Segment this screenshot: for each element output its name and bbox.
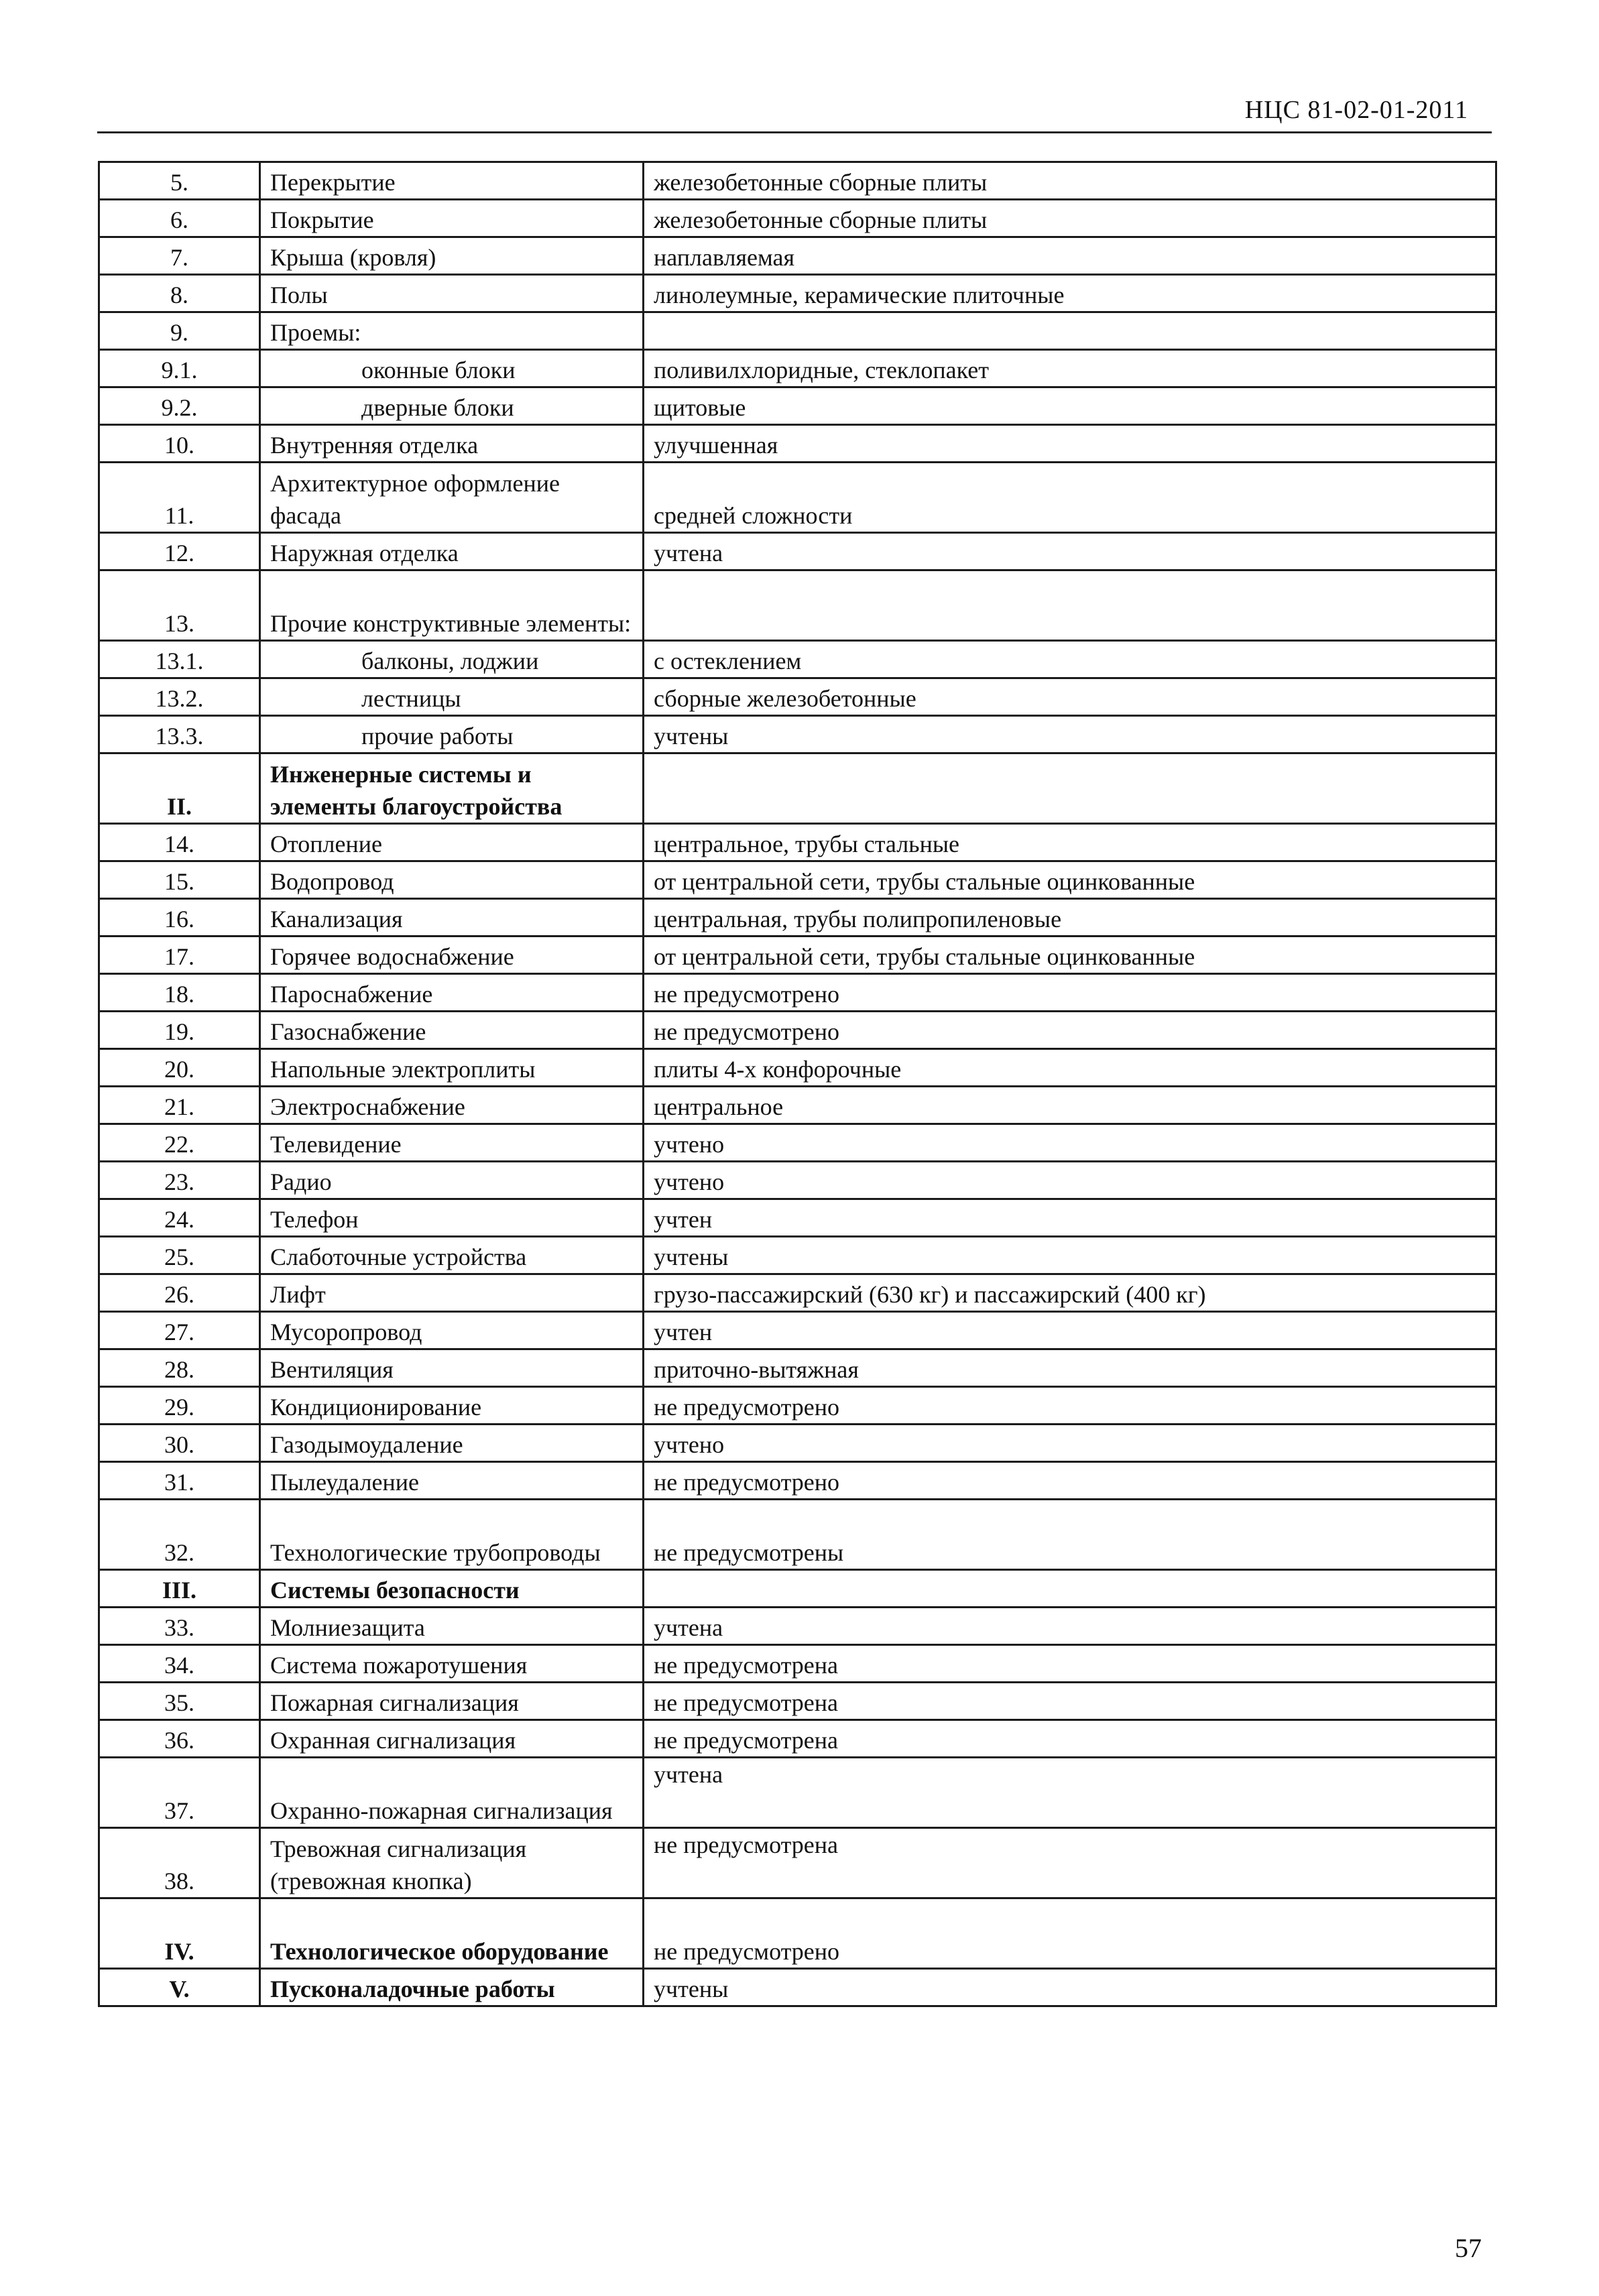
section-title: Технологическое оборудование — [260, 1898, 644, 1969]
table-row — [99, 275, 1496, 312]
section-row — [99, 1570, 1496, 1608]
row-number: 13.3. — [99, 716, 260, 753]
row-name: Внутренняя отделка — [260, 425, 644, 463]
row-value: не предусмотрена — [644, 1720, 1496, 1758]
row-number: 18. — [99, 974, 260, 1012]
section-number: V. — [99, 1969, 260, 2006]
table-row — [99, 899, 1496, 936]
row-value: улучшенная — [644, 425, 1496, 463]
row-number: 9. — [99, 312, 260, 350]
row-number: 22. — [99, 1124, 260, 1162]
row-name: Полы — [260, 275, 644, 312]
row-name: Молниезащита — [260, 1608, 644, 1645]
row-name: Пожарная сигнализация — [260, 1683, 644, 1720]
row-value — [644, 570, 1496, 641]
row-name: Радио — [260, 1162, 644, 1199]
table-row — [99, 1683, 1496, 1720]
section-title: Инженерные системы и элементы благоустройства — [260, 753, 644, 824]
row-name: Тревожная сигнализация (тревожная кнопка) — [260, 1828, 644, 1898]
row-name: Проемы: — [260, 312, 644, 350]
row-value: учтены — [644, 716, 1496, 753]
row-name: Перекрытие — [260, 162, 644, 200]
row-name: Напольные электроплиты — [260, 1049, 644, 1087]
row-name: Телевидение — [260, 1124, 644, 1162]
row-number: 31. — [99, 1462, 260, 1500]
row-value: центральная, трубы полипропиленовые — [644, 899, 1496, 936]
table-row — [99, 824, 1496, 861]
row-number: 27. — [99, 1312, 260, 1349]
table-row — [99, 570, 1496, 641]
table-row — [99, 1425, 1496, 1462]
table-row — [99, 200, 1496, 237]
row-value: грузо-пассажирский (630 кг) и пассажирский (400 кг) — [644, 1274, 1496, 1312]
row-value: железобетонные сборные плиты — [644, 200, 1496, 237]
row-number: 37. — [99, 1758, 260, 1828]
row-number: 6. — [99, 200, 260, 237]
row-name: Лифт — [260, 1274, 644, 1312]
table-row — [99, 387, 1496, 425]
row-name: Кондиционирование — [260, 1387, 644, 1425]
row-value: не предусмотрена — [644, 1645, 1496, 1683]
table-row — [99, 237, 1496, 275]
header-divider — [97, 131, 1492, 133]
row-value: не предусмотрено — [644, 1898, 1496, 1969]
table-row — [99, 1237, 1496, 1274]
row-number: 9.1. — [99, 350, 260, 387]
row-number: 7. — [99, 237, 260, 275]
row-value: средней сложности — [644, 463, 1496, 533]
row-name: Наружная отделка — [260, 533, 644, 570]
row-number: 23. — [99, 1162, 260, 1199]
table-row — [99, 1012, 1496, 1049]
row-name: Пылеудаление — [260, 1462, 644, 1500]
section-title: Системы безопасности — [260, 1570, 644, 1608]
row-value: не предусмотрено — [644, 1387, 1496, 1425]
row-number: 13.1. — [99, 641, 260, 678]
table-row — [99, 533, 1496, 570]
row-number: 10. — [99, 425, 260, 463]
row-name: Архитектурное оформление фасада — [260, 463, 644, 533]
table-row — [99, 1199, 1496, 1237]
row-value: учтено — [644, 1162, 1496, 1199]
row-number: 25. — [99, 1237, 260, 1274]
table-row — [99, 350, 1496, 387]
row-number: 21. — [99, 1087, 260, 1124]
specification-table — [98, 161, 1497, 2007]
row-value: от центральной сети, трубы стальные оцинкованные — [644, 861, 1496, 899]
row-number: 17. — [99, 936, 260, 974]
row-value: поливилхлоридные, стеклопакет — [644, 350, 1496, 387]
row-name: Вентиляция — [260, 1349, 644, 1387]
row-name: оконные блоки — [260, 350, 644, 387]
table-row — [99, 1162, 1496, 1199]
row-value: учтена — [644, 1608, 1496, 1645]
row-name: Газоснабжение — [260, 1012, 644, 1049]
section-row — [99, 1898, 1496, 1969]
row-name: Крыша (кровля) — [260, 237, 644, 275]
row-number: 36. — [99, 1720, 260, 1758]
table-row — [99, 1462, 1496, 1500]
row-name: Отопление — [260, 824, 644, 861]
row-name: лестницы — [260, 678, 644, 716]
row-number: 5. — [99, 162, 260, 200]
table-row — [99, 1124, 1496, 1162]
table-row — [99, 425, 1496, 463]
row-number: 19. — [99, 1012, 260, 1049]
table-row — [99, 162, 1496, 200]
row-number: 33. — [99, 1608, 260, 1645]
row-number: 12. — [99, 533, 260, 570]
table-row — [99, 1274, 1496, 1312]
row-name: Охранно-пожарная сигнализация — [260, 1758, 644, 1828]
row-number: 8. — [99, 275, 260, 312]
table-row — [99, 1312, 1496, 1349]
row-number: 38. — [99, 1828, 260, 1898]
row-number: 28. — [99, 1349, 260, 1387]
row-name: Охранная сигнализация — [260, 1720, 644, 1758]
row-value: учтено — [644, 1425, 1496, 1462]
row-number: 15. — [99, 861, 260, 899]
row-number: 29. — [99, 1387, 260, 1425]
row-value — [644, 312, 1496, 350]
row-value: линолеумные, керамические плиточные — [644, 275, 1496, 312]
row-number: 13. — [99, 570, 260, 641]
row-name: балконы, лоджии — [260, 641, 644, 678]
row-number: 24. — [99, 1199, 260, 1237]
table-row — [99, 641, 1496, 678]
row-name: Система пожаротушения — [260, 1645, 644, 1683]
row-value: плиты 4-х конфорочные — [644, 1049, 1496, 1087]
row-value: щитовые — [644, 387, 1496, 425]
row-value — [644, 1570, 1496, 1608]
table-row — [99, 1087, 1496, 1124]
row-name: Мусоропровод — [260, 1312, 644, 1349]
document-code: НЦС 81-02-01-2011 — [1244, 96, 1468, 124]
row-name: Электроснабжение — [260, 1087, 644, 1124]
section-row — [99, 753, 1496, 824]
row-number: 20. — [99, 1049, 260, 1087]
table-row — [99, 936, 1496, 974]
row-name: Пароснабжение — [260, 974, 644, 1012]
table-row — [99, 861, 1496, 899]
table-row — [99, 1720, 1496, 1758]
section-title: Пусконаладочные работы — [260, 1969, 644, 2006]
row-value: не предусмотрены — [644, 1500, 1496, 1570]
section-number: II. — [99, 753, 260, 824]
row-value: не предусмотрено — [644, 1462, 1496, 1500]
row-value: не предусмотрено — [644, 1012, 1496, 1049]
row-number: 30. — [99, 1425, 260, 1462]
row-number: 16. — [99, 899, 260, 936]
row-name: Прочие конструктивные элементы: — [260, 570, 644, 641]
table-row — [99, 1758, 1496, 1828]
table-row — [99, 1645, 1496, 1683]
row-name: Покрытие — [260, 200, 644, 237]
row-name: прочие работы — [260, 716, 644, 753]
row-number: 14. — [99, 824, 260, 861]
row-value: от центральной сети, трубы стальные оцинкованные — [644, 936, 1496, 974]
row-name: Канализация — [260, 899, 644, 936]
row-number: 35. — [99, 1683, 260, 1720]
page-number: 57 — [1455, 2233, 1482, 2263]
row-number: 11. — [99, 463, 260, 533]
row-value: железобетонные сборные плиты — [644, 162, 1496, 200]
row-value: учтена — [644, 1758, 1496, 1828]
row-value: наплавляемая — [644, 237, 1496, 275]
table-row — [99, 716, 1496, 753]
row-value: учтена — [644, 533, 1496, 570]
row-number: 13.2. — [99, 678, 260, 716]
row-number: 26. — [99, 1274, 260, 1312]
table-row — [99, 1500, 1496, 1570]
section-number: IV. — [99, 1898, 260, 1969]
row-value: учтены — [644, 1969, 1496, 2006]
row-name: Горячее водоснабжение — [260, 936, 644, 974]
section-row — [99, 1969, 1496, 2006]
row-name: дверные блоки — [260, 387, 644, 425]
table-row — [99, 1349, 1496, 1387]
table-row — [99, 974, 1496, 1012]
row-value: не предусмотрена — [644, 1828, 1496, 1898]
row-value: учтен — [644, 1199, 1496, 1237]
row-number: 34. — [99, 1645, 260, 1683]
row-value: учтено — [644, 1124, 1496, 1162]
row-name: Слаботочные устройства — [260, 1237, 644, 1274]
table-row — [99, 1387, 1496, 1425]
row-value — [644, 753, 1496, 824]
row-value: учтены — [644, 1237, 1496, 1274]
table-row — [99, 1828, 1496, 1898]
table-row — [99, 1049, 1496, 1087]
row-value: с остеклением — [644, 641, 1496, 678]
row-value: сборные железобетонные — [644, 678, 1496, 716]
row-number: 9.2. — [99, 387, 260, 425]
table-row — [99, 463, 1496, 533]
row-value: центральное, трубы стальные — [644, 824, 1496, 861]
section-number: III. — [99, 1570, 260, 1608]
row-name: Технологические трубопроводы — [260, 1500, 644, 1570]
table-row — [99, 678, 1496, 716]
row-name: Газодымоудаление — [260, 1425, 644, 1462]
row-value: центральное — [644, 1087, 1496, 1124]
row-value: приточно-вытяжная — [644, 1349, 1496, 1387]
row-name: Водопровод — [260, 861, 644, 899]
row-value: не предусмотрена — [644, 1683, 1496, 1720]
row-value: учтен — [644, 1312, 1496, 1349]
row-name: Телефон — [260, 1199, 644, 1237]
row-number: 32. — [99, 1500, 260, 1570]
table-row — [99, 312, 1496, 350]
table-row — [99, 1608, 1496, 1645]
row-value: не предусмотрено — [644, 974, 1496, 1012]
